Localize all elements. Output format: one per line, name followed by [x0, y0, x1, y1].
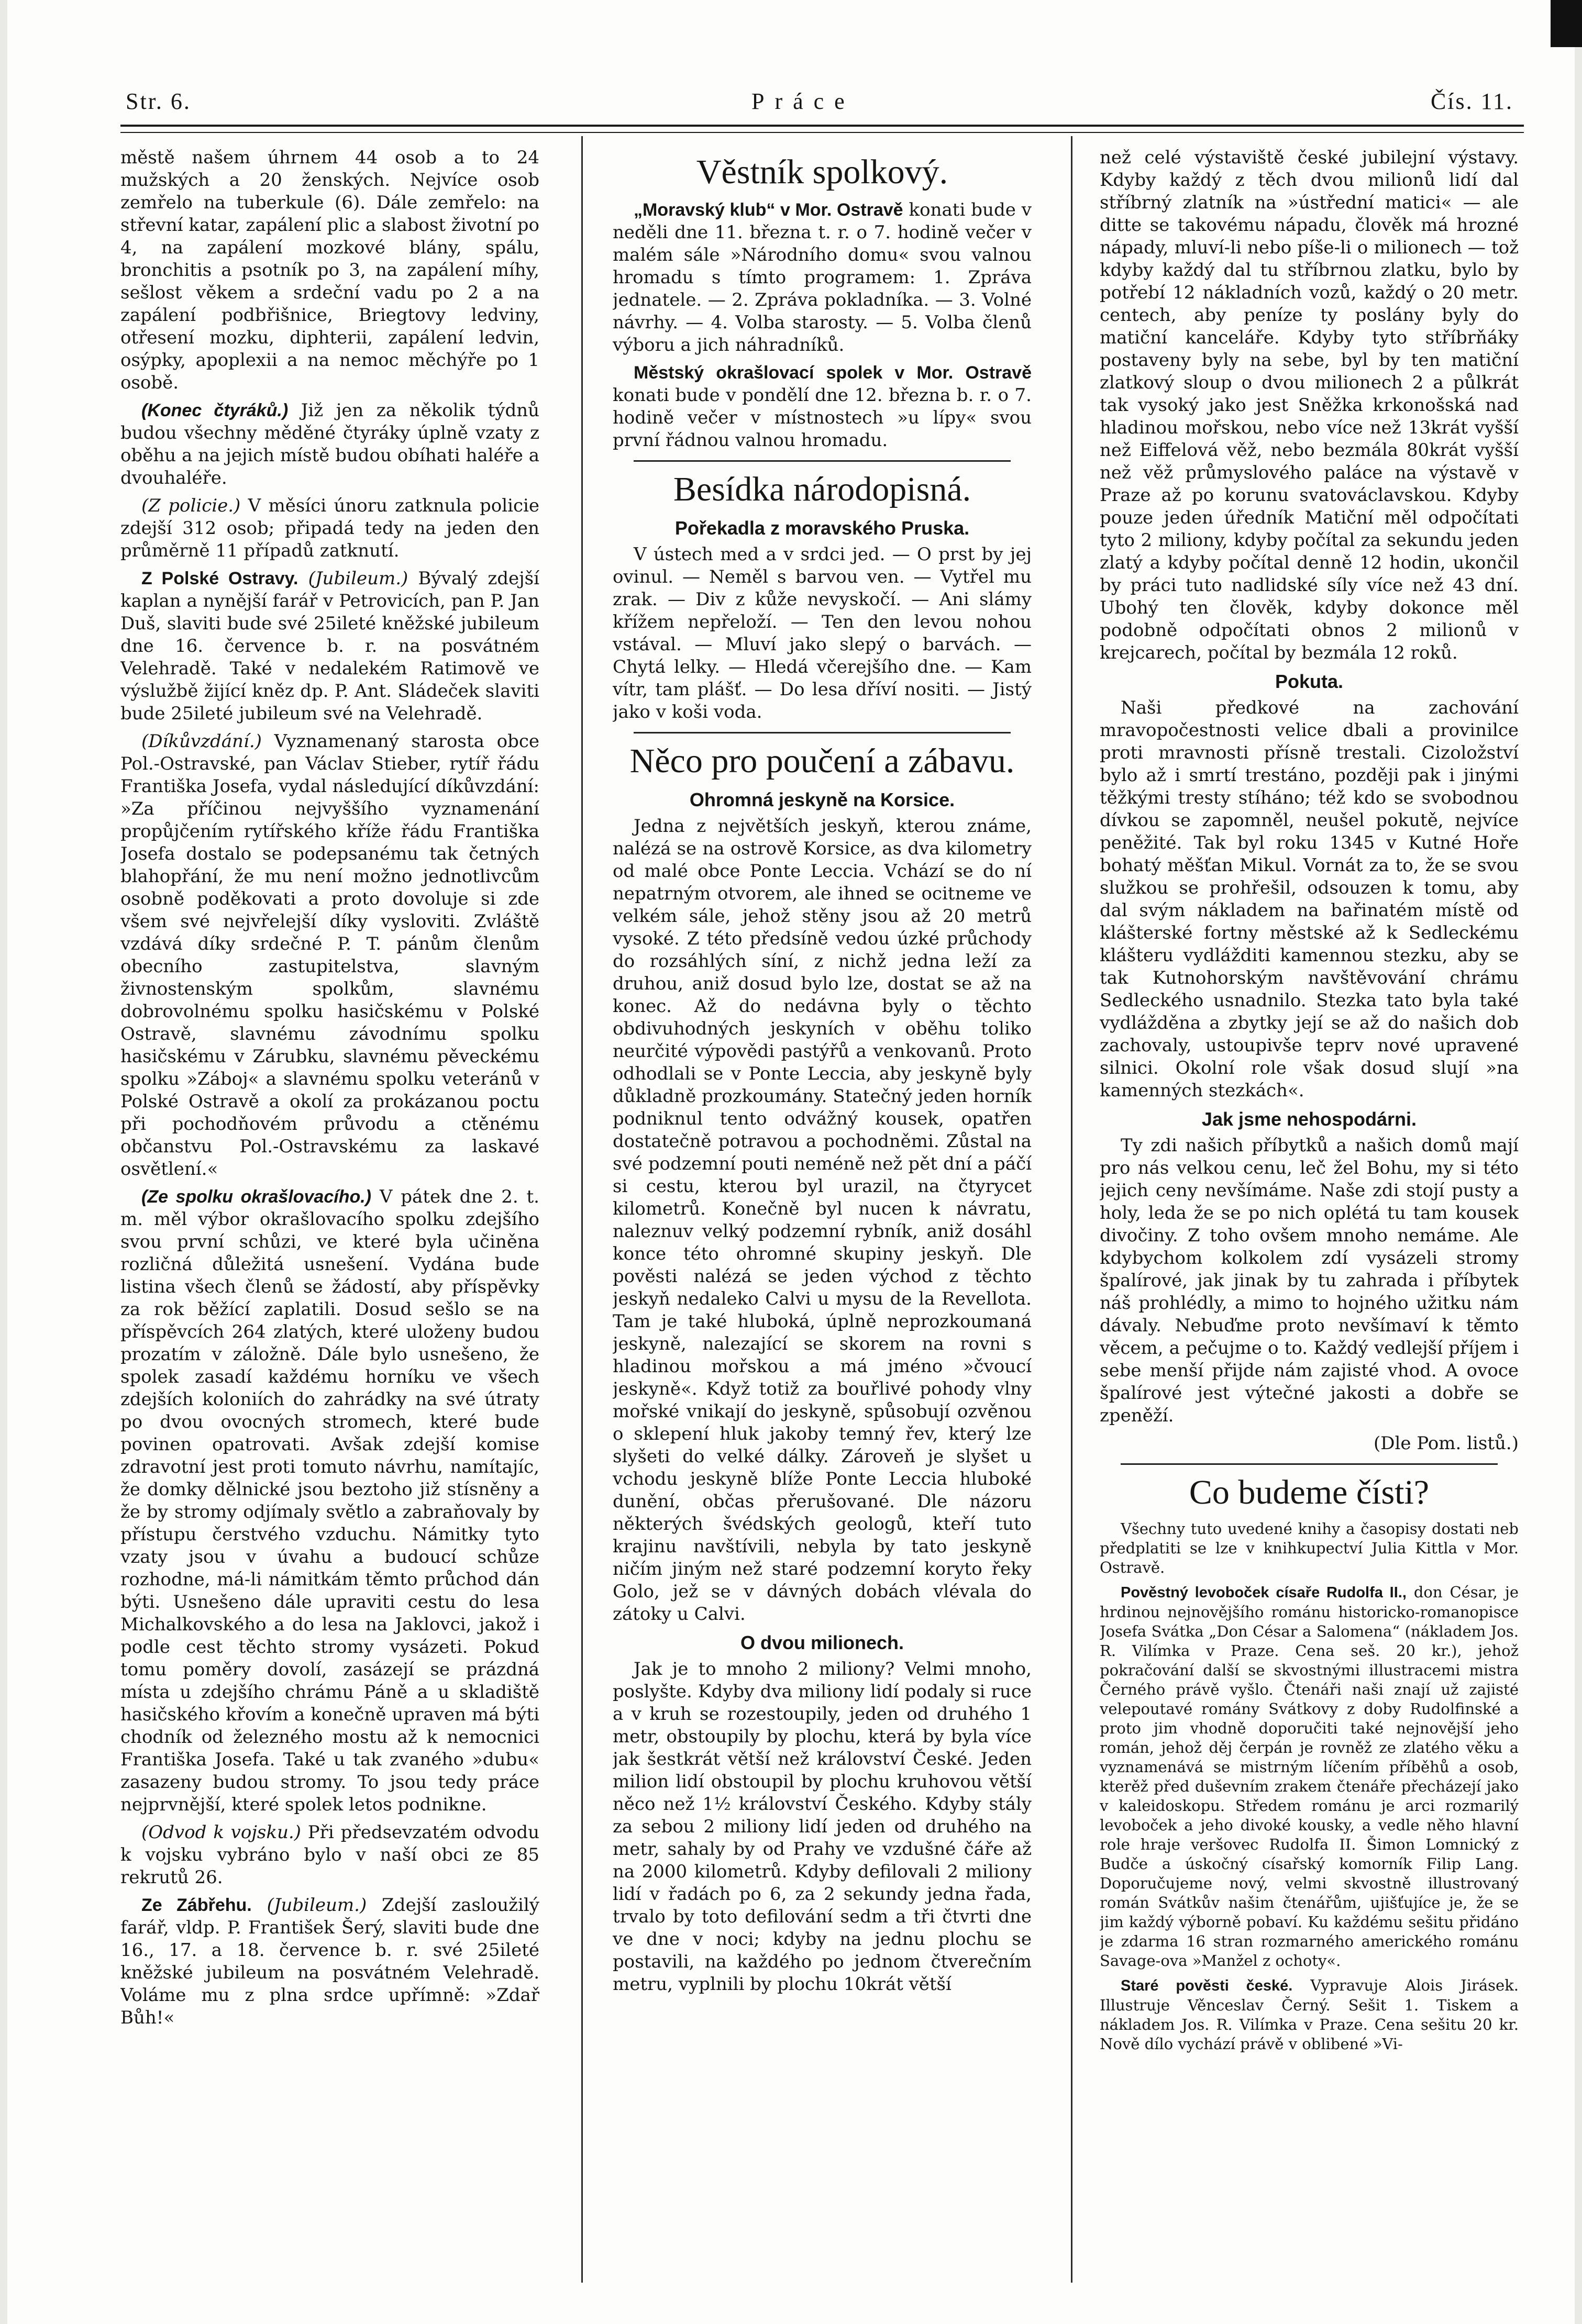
article-paragraph: [120, 399, 539, 490]
column-divider: [1071, 136, 1072, 2283]
subsection-title: O dvou milionech.: [740, 1632, 904, 1653]
scan-border-right: [1575, 0, 1582, 2324]
scan-corner-mark: [1551, 0, 1582, 47]
page-number: Str. 6.: [126, 88, 191, 114]
article-text: V měsíci únoru zatknula policie zdejší 312 osob; připadá tedy na jeden den průměrně 11 případů zatknutí.: [120, 495, 539, 561]
column-local-news: [120, 147, 539, 2283]
header-rule: [120, 125, 1524, 133]
article-paragraph: V ústech med a v srdci jed. — O prst by jej ovinul. — Neměl s barvou ven. — Vytřel mu zrak. — Div z kůže nevyskočí. — Ani slámy křížem nepřeloží. — Ten den levou nohou vstával. — Mluví jako slepý o barvách. — Chytá lelky. — Hledá včerejšího dne. — Kam vítr, tam plášť. — Do lesa dříví nositi. — Jistý jako v koši voda.: [613, 544, 1032, 722]
article-text: Zdejší zasloužilý farář, vldp. P. František Šerý, slaviti bude dne 16., 17. a 18. července b. r. své 25ileté kněžské jubileum na posvátném Velehradě. Voláme mu z plna srdce upřímně: »Zdař Bůh!«: [120, 1895, 539, 2028]
section-title: Věstník spolkový.: [696, 153, 948, 191]
subsection-title: Pokuta.: [1275, 671, 1344, 692]
article-text: Vyznamenaný starosta obce Pol.-Ostravské, pan Václav Stieber, rytíř řádu Františka Josefa, vydal následující díkůvzdání: »Za příčinou nejvyššího vyznamenání propůjčením rytířského kříže řádu Františka Josefa dostalo se podepsanému tak četných blahopřání, že mu není možno jednotlivcům osobně poděkovati a proto dovoluje si zde všem své nejvřelejší díky vysloviti. Zvláště vzdává díky srdečné P. T. pánům členům obecního zastupitelstva, slavným živnostenským spolkům, slavnému dobrovolnému spolku hasičskému v Polské Ostravě, slavnému závodnímu spolku hasičskému v Zárubku, slavnému pěveckému spolku »Záboj« a slavnému spolku veteránů v Polské Ostravě a okolí za prokázanou poctu při pochodňovém průvodu a ctěnému občanstvu Pol.-Ostravskému za laskavé osvětlení.«: [120, 731, 539, 1180]
review-text: Vypravuje Alois Jirásek. Illustruje Věnceslav Černý. Sešit 1. Tiskem a nákladem Jos. R. Vilímka v Praze. Cena sešitu 20 kr. Nově dílo vychází právě v oblibené »Vi-: [1100, 1976, 1519, 2053]
article-paragraph: městě našem úhrnem 44 osob a to 24 mužských a 20 ženských. Nejvíce osob zemřelo na tuberkule (6). Dále zemřelo: na střevní katar, zapálení plic a slabost životní po 4, na zapálení mozkové blány, spálu, bronchitis a psotník po 3, na zapálení míhy, sešlost věkem a srdeční vadu po 2 a na zapálení podbřišnice, Briegtovy ledviny, otřesení mozku, diphterii, zapálení ledvin, osýpky, apoplexii a na nemoc měchýře po 1 osobě.: [120, 147, 539, 393]
newspaper-title: Práce: [751, 88, 855, 114]
column-divider: [581, 136, 583, 2283]
article-paragraph: než celé výstaviště české jubilejní výstavy. Kdyby každý z těch dvou milionů lidí dal stříbrný zlatník na »ústřední matici« — ale ditte se takovému nápadu, člověk má hrozné nápady, mluví-li nebo píše-li o milionech — tož kdyby každý dal tu stříbrnou zlatku, bylo by potřebí 12 nákladních vozů, každý o 20 metr. centech, aby peníze ty poslány byly do matiční kanceláře. Kdyby tyto stříbrňáky postaveny byly na sebe, byl by ten matiční zlatkový sloup o dvou milionech 2 a půlkrát tak vysoký jako jest Sněžka krkonošská nad hladinou mořskou, nebo více než 13krát vyšší než Eiffelová věž, nebo bezmála 80krát vyšší než věž průmyslového paláce na výstavě v Praze až po korunu svatováclavskou. Kdyby pouze jeden úředník Matiční měl odpočítati tyto 2 miliony, kdyby počítal za sekundu jeden zlatý a kdyby počítal denně 12 hodin, ukončil by práci tuto nadlidské síly více než 43 dní. Ubohý ten člověk, kdyby dokonce měl podobně odpočítati obnos 2 milionů v krejcarech, počítal by bezmála 12 roků.: [1100, 147, 1519, 663]
book-review: [1100, 1583, 1519, 1971]
article-heading: (Odvod k vojsku.): [141, 1822, 301, 1843]
page-header: [126, 84, 1513, 131]
article-paragraph: [120, 1821, 539, 1889]
article-paragraph: Naši předkové na zachování mravopočestnosti velice dbali a provinilce proti mravnosti přísně trestali. Cizoložství bylo až i smrtí trestáno, později pak i jinými těžkými tresty stíháno; též kdo se svobodnou dívkou se zapomněl, neušel pokutě, nejvíce peněžité. Tak byl roku 1345 v Kutné Hoře bohatý měšťan Mikul. Vornát za to, že se svou služkou se prohřešil, odsouzen k tomu, aby dal svým nákladem na bařinatém místě od klášterské fortny městské až k Sedleckému klášteru vydlážditi kamennou stezku, aby se tak Kutnohorským navštěvování chrámu Sedleckého usnadnilo. Stezka tato byla také vydlážděna a zbytky její se až do našich dob zachovaly, ustoupivše teprv nové upravené silnici. Okolní role však dosud slují »na kamenných stezkách«.: [1100, 697, 1519, 1101]
article-subheading: (Jubileum.): [251, 1895, 367, 1916]
article-paragraph: [120, 1186, 539, 1816]
article-text: Bývalý zdejší kaplan a nynější farář v Petrovicích, pan P. Jan Duš, slaviti bude své 25ileté kněžské jubileum dne 16. července b. r. na posvátném Velehradě. Také v nedalekém Ratimově ve výslužbě žijící kněz dp. P. Ant. Sládeček slaviti bude 25ileté jubileum své na Velehradě.: [120, 568, 539, 724]
article-paragraph: [120, 495, 539, 562]
subsection-title: Jak jsme nehospodárni.: [1201, 1108, 1417, 1130]
section-divider: [1121, 1463, 1498, 1465]
scan-border-left: [0, 0, 7, 2324]
article-heading: Ze Zábřehu.: [141, 1895, 252, 1915]
source-note: (Dle Pom. listů.): [1374, 1433, 1519, 1454]
section-title: Něco pro poučení a zábavu.: [629, 742, 1015, 780]
section-title: Besídka národopisná.: [673, 470, 971, 508]
section-intro: Všechny tuto uvedené knihy a časopisy dostati neb předplatiti se lze v knihkupectví Julia Kittla v Mor. Ostravě.: [1100, 1520, 1519, 1576]
column-continued: [1100, 147, 1519, 2283]
article-heading: (Ze spolku okrašlovacího.): [141, 1187, 371, 1207]
issue-number: Čís. 11.: [1430, 88, 1513, 114]
article-paragraph: [120, 1894, 539, 2029]
article-paragraph: [120, 730, 539, 1181]
section-divider: [634, 460, 1011, 462]
article-heading: (Konec čtyráků.): [141, 401, 289, 420]
book-title: Staré pověsti české.: [1121, 1977, 1293, 1994]
article-text: Již jen za několik týdnů budou všechny měděné čtyráky úplně vzaty z oběhu a na jejich místě budou obíhati haléře a dvouhaléře.: [120, 400, 539, 488]
article-heading: (Z policie.): [141, 495, 241, 516]
article-paragraph: [120, 568, 539, 725]
column-societies: [613, 147, 1032, 2283]
article-paragraph: Jedna z největších jeskyň, kterou známe, nalézá se na ostrově Korsice, as dva kilometry od malé obce Ponte Leccia. Vchází se do ní nepatrným otvorem, ale ihned se ocitneme ve velkém sále, jehož stěny jsou až 20 metrů vysoké. Z této předsíně vedou úzké průchody do rozsáhlých síní, z nichž jedna leží za druhou, aniž dosud bylo lze, dostat se až na konec. Až do nedávna byly o těchto obdivuhodných jeskyních v oběhu toliko neurčité výpovědi pastýřů a venkovanů. Proto odhodlali se v Ponte Leccia, aby jeskyně byly důkladně prozkoumány. Statečný jeden horník podniknul tento odvážný kousek, opatřen dostatečně potravou a pochodněmi. Zůstal na své podzemní pouti neméně než pět dní a páčí si cestu, kterou byl urazil, na čtyrycet kilometrů. Konečně byl nucen k návratu, naleznuv velký podzemní rybník, aniž dosáhl konce této ohromné skupiny jeskyň. Dle pověsti nalézá se jeden východ z těchto jeskyň nedaleko Calvi u mysu de la Revellota. Tam je také hluboká, úplně neprozkoumaná jeskyně, nalezající se skorem na rovni s hladinou mořskou a má jméno »čvoucí jeskyně«. Když totiž za bouřlivé pohody vlny mořské vnikají do jeskyně, spůsobují ozvěnou o sklepení hluk jakoby temný řev, který lze slyšeti do velké dálky. Zároveň je slyšet u vchodu jeskyně blíže Ponte Leccia hluboké dunění, občas přerušované. Dle názoru některých švédských geologů, kteří tuto krajinu navštívili, nebyla by tato jeskyně ničím jiným než staré podzemní koryto řeky Golo, jež se v dávných dobách vlévala do zátoky u Calvi.: [613, 816, 1032, 1625]
article-text: konati bude v pondělí dne 12. března b. r. o 7. hodině večer v místnostech »u lípy« svou první řádnou valnou hromadu.: [613, 385, 1032, 451]
subsection-title: Ohromná jeskyně na Korsice.: [689, 789, 955, 810]
section-title: Co budeme čísti?: [1189, 1473, 1430, 1511]
article-heading: „Moravský klub“ v Mor. Ostravě: [634, 200, 903, 220]
article-paragraph: [613, 199, 1032, 357]
article-paragraph: Jak je to mnoho 2 miliony? Velmi mnoho, poslyšte. Kdyby dva miliony lidí podaly si ruce a v kruh se rozestoupily, jeden od druhého 1 metr, obstoupily by plochu, která by byla více jak šestkrát větší než království České. Jeden milion lidí obstoupil by plochu kruhovou větší něco než 1½ království Českého. Kdyby stály za sebou 2 miliony lidí jeden od druhého na metr, sahaly by od Prahy ve vzdušné čáře až na 2000 kilometrů. Kdyby defilovali 2 miliony lidí v řadách po 6, za 2 sekundy jedna řada, trvalo by toto defilování sedm a tři čtvrti dne ve dne v noci; kdyby na jednu plochu se postavili, na každého po jednom čtverečním metru, vyplnili by plochu 10krát větší: [613, 1659, 1032, 1995]
section-divider: [634, 732, 1011, 733]
book-title: Pověstný levoboček císaře Rudolfa II.,: [1121, 1584, 1407, 1601]
subsection-title: Pořekadla z moravského Pruska.: [674, 517, 970, 539]
article-text: V pátek dne 2. t. m. měl výbor okrašlovacího spolku zdejšího svou první schůzi, ve které byla učiněna rozličná důležitá usnešení. Vydána bude listina všech členů se žádostí, aby příspěvky za rok běžící zaplatili. Dosud sešlo se na příspěvcích 264 zlatých, které uloženy budou prozatím v záložně. Dále bylo usnešeno, že spolek zasadí každému horníku ve všech zdejších koloniích do zahrádky na své útraty po dvou ovocných stromech, které bude povinen opatrovati. Avšak zdejší komise zdravotní jest proti tomuto návrhu, namítajíc, že domky dělnické jsou beztoho již stísněny a že by stromy odjímaly světlo a zabraňovaly by přístupu čerstvého vzduchu. Námitky tyto vzaty jsou v úvahu a budoucí schůze rozhodne, má-li námitkám těmto průchod dán býti. Usnešeno dále upraviti cestu do lesa Michalkovského a do lesa na Jaklovci, jakož i podle cest těchto stromy vysázeti. Pokud tomu poměry dovolí, zasázejí se prázdná místa u zdejšího chrámu Páně a u skladiště hasičského křovím a konečně upraven má býti chodník od železného mostu až k nemocnici Františka Josefa. Také u tak zvaného »dubu« zasazeny budou stromy. To jsou tedy práce nejprvnější, které spolek letos podnikne.: [120, 1186, 539, 1815]
article-paragraph: [613, 362, 1032, 452]
book-review: [1100, 1976, 1519, 2054]
article-heading: (Díkůvzdání.): [141, 731, 262, 752]
review-text: don César, je hrdinou nejnovějšího románu historicko-romanopisce Josefa Svátka „Don César a Salomena“ (nákladem Jos. R. Vilímka v Praze. Cena seš. 20 kr.), jehož pokračování další se skvostnými illustracemi mistra Černého právě vyšlo. Čtenáři naši znají už zajisté velepoutavé romány Svátkovy z doby Rudolfinské a proto jim vhodně doporučiti také nejnovější jeho román, jehož děj čerpán je rovněž ze zlatého věku a vyznamenává se mistrným líčením příběhů a osob, kterěž před duševním zrakem čtenáře přecházejí jako v kaleidoskopu. Středem románu je arci rozmarilý levoboček a jeho divoké kousky, a vedle něho hlavní role hraje veršovec Rudolfa II. Šimon Lomnický z Budče a úskočný císařský komorník Filip Lang. Doporučujeme nový, velmi skvostně illustrovaný román Svátkův našim čtenářům, ujišťujíce je, že se jim každý výborně pobaví. Ku každému sešitu přidáno je zdarma 16 stran rozmarného amerického románu Savage-ova »Manžel z ochoty«.: [1100, 1583, 1519, 1970]
article-heading: Z Polské Ostravy.: [141, 569, 298, 588]
article-text: Při předsevzatém odvodu k vojsku vybráno bylo v naší obci ze 85 rekrutů 26.: [120, 1822, 539, 1888]
article-text: konati bude v neděli dne 11. března t. r. o 7. hodině večer v malém sále »Národního domu« svou valnou hromadu s tímto programem: 1. Zpráva jednatele. — 2. Zpráva pokladníka. — 3. Volné návrhy. — 4. Volba starosty. — 5. Volba členů výboru a jich náhradníků.: [613, 199, 1032, 355]
article-subheading: (Jubileum.): [298, 568, 408, 589]
article-paragraph: Ty zdi našich příbytků a našich domů mají pro nás velkou cenu, leč žel Bohu, my si této jejich ceny nevšímáme. Naše zdi stojí pusty a holy, leda že se po nich oplétá tu tam kousek divočiny. Z toho ovšem mnoho nemáme. Ale kdybychom kolkolem zdí vysázeli stromy špalírové, jak jinak by tu zahrada i příbytek náš prohlédly, a mimo to hojného užitku nám dávaly. Nebuďme proto nevšímaví k těmto věcem, a pečujme o to. Každý vedlejší příjem i sebe menší přijde nám zajisté vhod. A ovoce špalírové jest výtečné jakosti a dobře se zpeněží.: [1100, 1135, 1519, 1426]
article-heading: Městský okrašlovací spolek v Mor. Ostravě: [634, 363, 1032, 383]
